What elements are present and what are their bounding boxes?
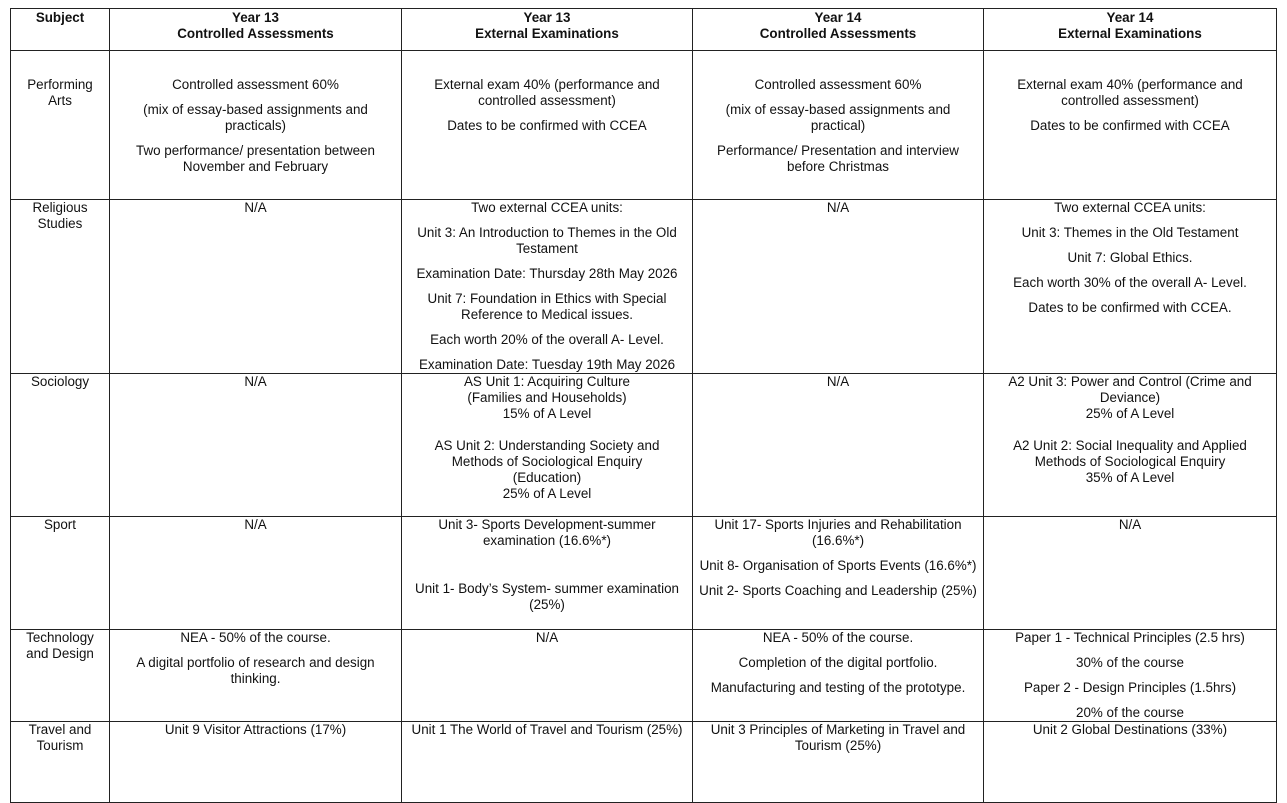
subject-cell: Sociology xyxy=(11,374,110,517)
y14-controlled-cell: Unit 17- Sports Injuries and Rehabilitation (16.6%*) Unit 8- Organisation of Sports Events (16.6%*) Unit 2- Sports Coaching and Leadership (25%) xyxy=(693,517,984,630)
header-row xyxy=(11,9,1277,51)
y13-external-cell: Unit 3- Sports Development-summer examination (16.6%*) Unit 1- Body’s System- summer examination (25%) xyxy=(402,517,693,630)
table-row xyxy=(11,200,1277,374)
y13-controlled-cell: Controlled assessment 60% (mix of essay-based assignments and practicals) Two performance/ presentation between November and February xyxy=(110,51,402,200)
y13-controlled-cell: NEA - 50% of the course. A digital portfolio of research and design thinking. xyxy=(110,630,402,722)
assessment-table xyxy=(10,8,1277,803)
subject-cell: Religious Studies xyxy=(11,200,110,374)
y14-external-cell: N/A xyxy=(984,517,1277,630)
subject-cell: Travel and Tourism xyxy=(11,722,110,803)
table-row xyxy=(11,630,1277,722)
y14-external-cell: Two external CCEA units: Unit 3: Themes in the Old Testament Unit 7: Global Ethics. Each worth 30% of the overall A- Level. Dates to be confirmed with CCEA. xyxy=(984,200,1277,374)
y13-controlled-cell: N/A xyxy=(110,517,402,630)
header-y14-external: Year 14 External Examinations xyxy=(984,9,1277,51)
subject-cell: Sport xyxy=(11,517,110,630)
table-row xyxy=(11,374,1277,517)
table-row xyxy=(11,517,1277,630)
subject-cell: Technology and Design xyxy=(11,630,110,722)
y13-external-cell: Unit 1 The World of Travel and Tourism (25%) xyxy=(402,722,693,803)
subject-cell: Performing Arts xyxy=(11,51,110,200)
header-y13-controlled: Year 13 Controlled Assessments xyxy=(110,9,402,51)
y14-controlled-cell: N/A xyxy=(693,200,984,374)
table-row xyxy=(11,51,1277,200)
y13-controlled-cell: N/A xyxy=(110,200,402,374)
y13-external-cell: External exam 40% (performance and controlled assessment) Dates to be confirmed with CCEA xyxy=(402,51,693,200)
y14-controlled-cell: N/A xyxy=(693,374,984,517)
header-subject: Subject xyxy=(11,9,110,51)
y14-controlled-cell: NEA - 50% of the course. Completion of the digital portfolio. Manufacturing and testing of the prototype. xyxy=(693,630,984,722)
table-row xyxy=(11,722,1277,803)
y13-external-cell: Two external CCEA units: Unit 3: An Introduction to Themes in the Old Testament Examination Date: Thursday 28th May 2026 Unit 7: Foundation in Ethics with Special Reference to Medical issues. Each worth 20% of the overall A- Level. Examination Date: Tuesday 19th May 2026 xyxy=(402,200,693,374)
y13-controlled-cell: Unit 9 Visitor Attractions (17%) xyxy=(110,722,402,803)
y14-external-cell: A2 Unit 3: Power and Control (Crime and Deviance) 25% of A Level A2 Unit 2: Social Inequality and Applied Methods of Sociological Enquiry 35% of A Level xyxy=(984,374,1277,517)
y13-external-cell: N/A xyxy=(402,630,693,722)
y14-controlled-cell: Unit 3 Principles of Marketing in Travel and Tourism (25%) xyxy=(693,722,984,803)
y13-external-cell: AS Unit 1: Acquiring Culture (Families and Households) 15% of A Level AS Unit 2: Understanding Society and Methods of Sociological Enquiry (Education) 25% of A Level xyxy=(402,374,693,517)
y14-external-cell: Unit 2 Global Destinations (33%) xyxy=(984,722,1277,803)
header-y13-external: Year 13 External Examinations xyxy=(402,9,693,51)
header-y14-controlled: Year 14 Controlled Assessments xyxy=(693,9,984,51)
y14-external-cell: Paper 1 - Technical Principles (2.5 hrs) 30% of the course Paper 2 - Design Principles (1.5hrs) 20% of the course xyxy=(984,630,1277,722)
y14-external-cell: External exam 40% (performance and controlled assessment) Dates to be confirmed with CCEA xyxy=(984,51,1277,200)
y13-controlled-cell: N/A xyxy=(110,374,402,517)
y14-controlled-cell: Controlled assessment 60% (mix of essay-based assignments and practical) Performance/ Presentation and interview before Christmas xyxy=(693,51,984,200)
